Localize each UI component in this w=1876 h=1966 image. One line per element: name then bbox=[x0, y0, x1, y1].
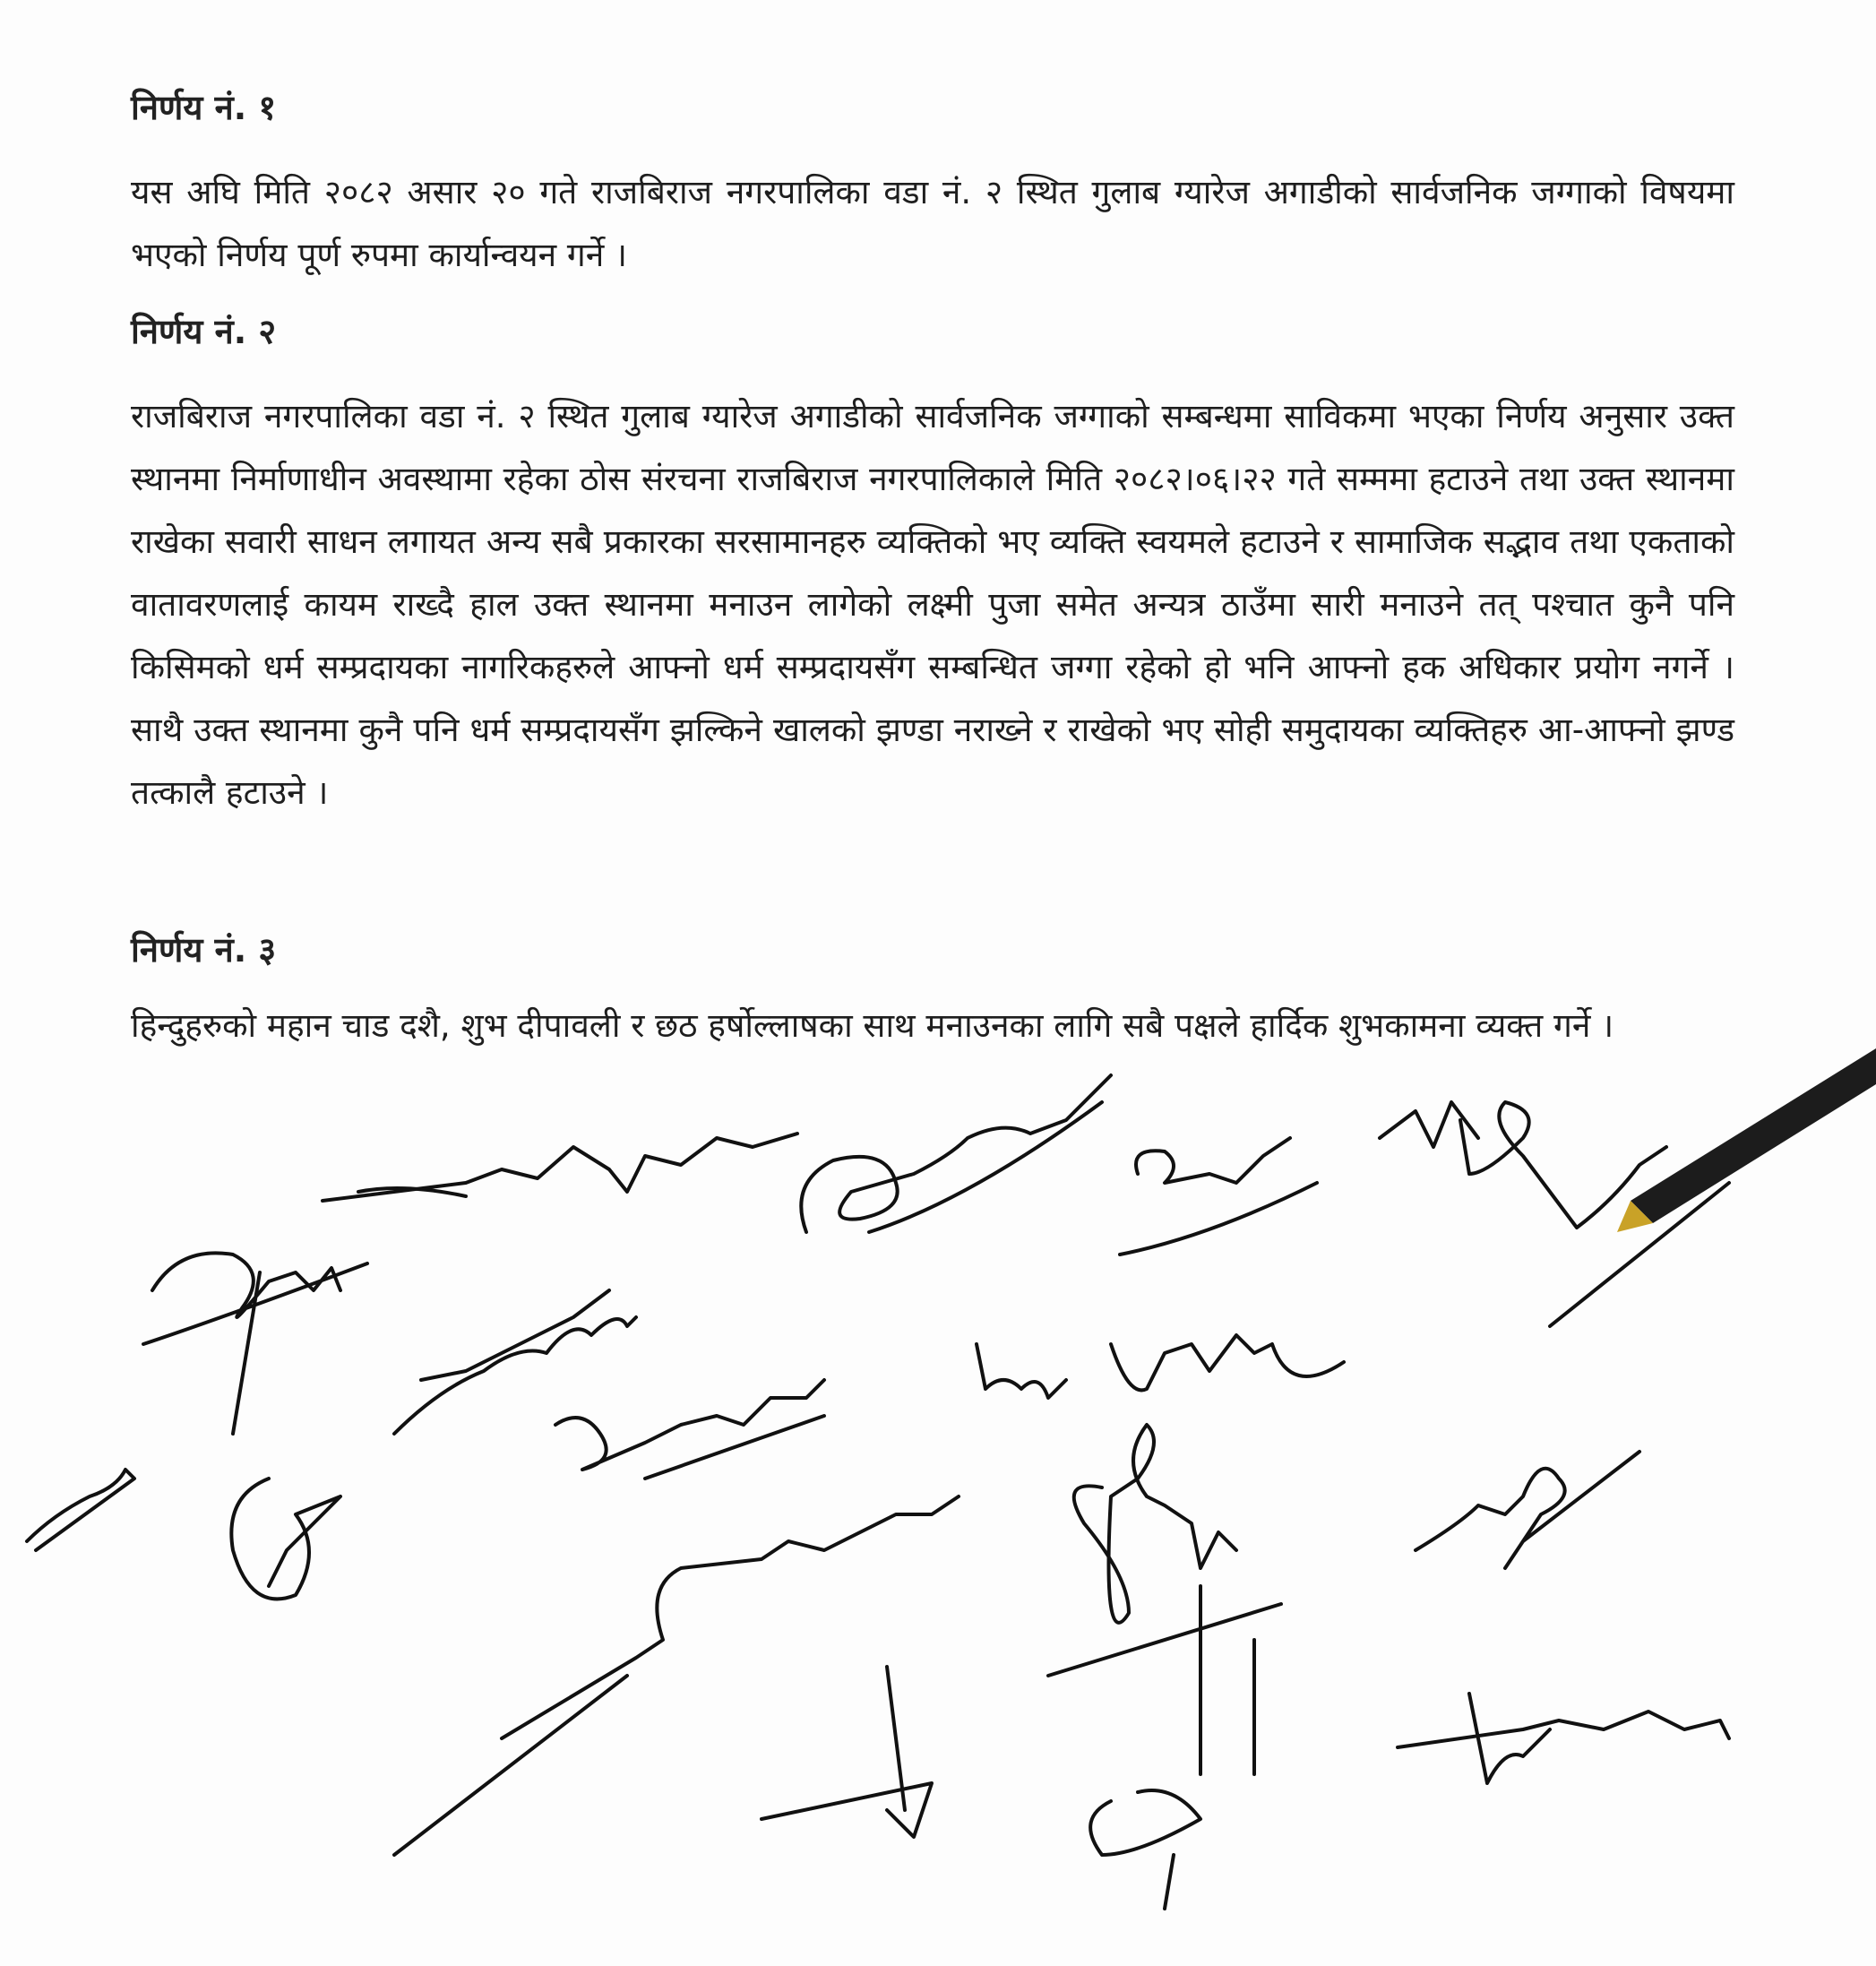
signature-12 bbox=[1048, 1425, 1281, 1774]
signature-14 bbox=[1416, 1452, 1639, 1568]
decision-2-body: राजबिराज नगरपालिका वडा नं. २ स्थित गुलाब ग्यारेज अगाडीको सार्वजनिक जग्गाको सम्बन्धमा साविकमा भएका निर्णय अनुसार उक्त स्थानमा निर्माणाधीन अवस्थामा रहेका ठोस संरचना राजबिराज नगरपालिकाले मिति २०८२।०६।२२ गते सम्ममा हटाउने तथा उक्त स्थानमा राखेका सवारी साधन लगायत अन्य सबै प्रकारका सरसामानहरु व्यक्तिको भए व्यक्ति स्वयमले हटाउने र सामाजिक सद्भाव तथा एकताको वातावरणलाई कायम राख्दै हाल उक्त स्थानमा मनाउन लागेको लक्ष्मी पुजा समेत अन्यत्र ठाउँमा सारी मनाउने तत् पश्चात कुनै पनि किसिमको धर्म सम्प्रदायका नागरिकहरुले आफ्नो धर्म सम्प्रदायसँग सम्बन्धित जग्गा रहेको हो भनि आफ्नो हक अधिकार प्रयोग नगर्ने । साथै उक्त स्थानमा कुनै पनि धर्म सम्प्रदायसँग झल्किने खालको झण्डा नराख्ने र राखेको भए सोही समुदायका व्यक्तिहरु आ-आफ्नो झण्ड तत्कालै हटाउने । bbox=[131, 397, 1734, 812]
signature-1 bbox=[323, 1134, 797, 1201]
pen-icon bbox=[1617, 1048, 1876, 1232]
signature-6 bbox=[394, 1290, 636, 1434]
decision-2-heading: निर्णय नं. २ bbox=[131, 312, 277, 351]
signature-8 bbox=[977, 1335, 1344, 1398]
signature-7 bbox=[555, 1380, 824, 1479]
signature-5 bbox=[143, 1253, 367, 1434]
decision-3-body: हिन्दुहरुको महान चाड दशै, शुभ दीपावली र छठ हर्षोल्लाषका साथ मनाउनका लागि सबै पक्षले हार्दिक शुभकामना व्यक्त गर्ने । bbox=[131, 1006, 1614, 1045]
signature-11 bbox=[394, 1496, 959, 1855]
decision-1-heading: निर्णय नं. १ bbox=[131, 88, 277, 127]
signature-13 bbox=[1090, 1790, 1200, 1909]
signature-10 bbox=[231, 1479, 340, 1599]
decision-3-heading: निर्णय नं. ३ bbox=[131, 930, 277, 970]
decision-1-body: यस अघि मिति २०८२ असार २० गते राजबिराज नगरपालिका वडा नं. २ स्थित गुलाब ग्यारेज अगाडीको सार्वजनिक जग्गाको विषयमा भएको निर्णय पूर्ण रुपमा कार्यान्वयन गर्ने । bbox=[131, 173, 1734, 274]
signature-9 bbox=[27, 1470, 134, 1550]
signature-4 bbox=[1380, 1102, 1729, 1326]
signatures-area bbox=[0, 1048, 1876, 1966]
signature-3 bbox=[1120, 1138, 1317, 1255]
signature-15 bbox=[1398, 1694, 1729, 1783]
signature-2 bbox=[801, 1075, 1111, 1232]
